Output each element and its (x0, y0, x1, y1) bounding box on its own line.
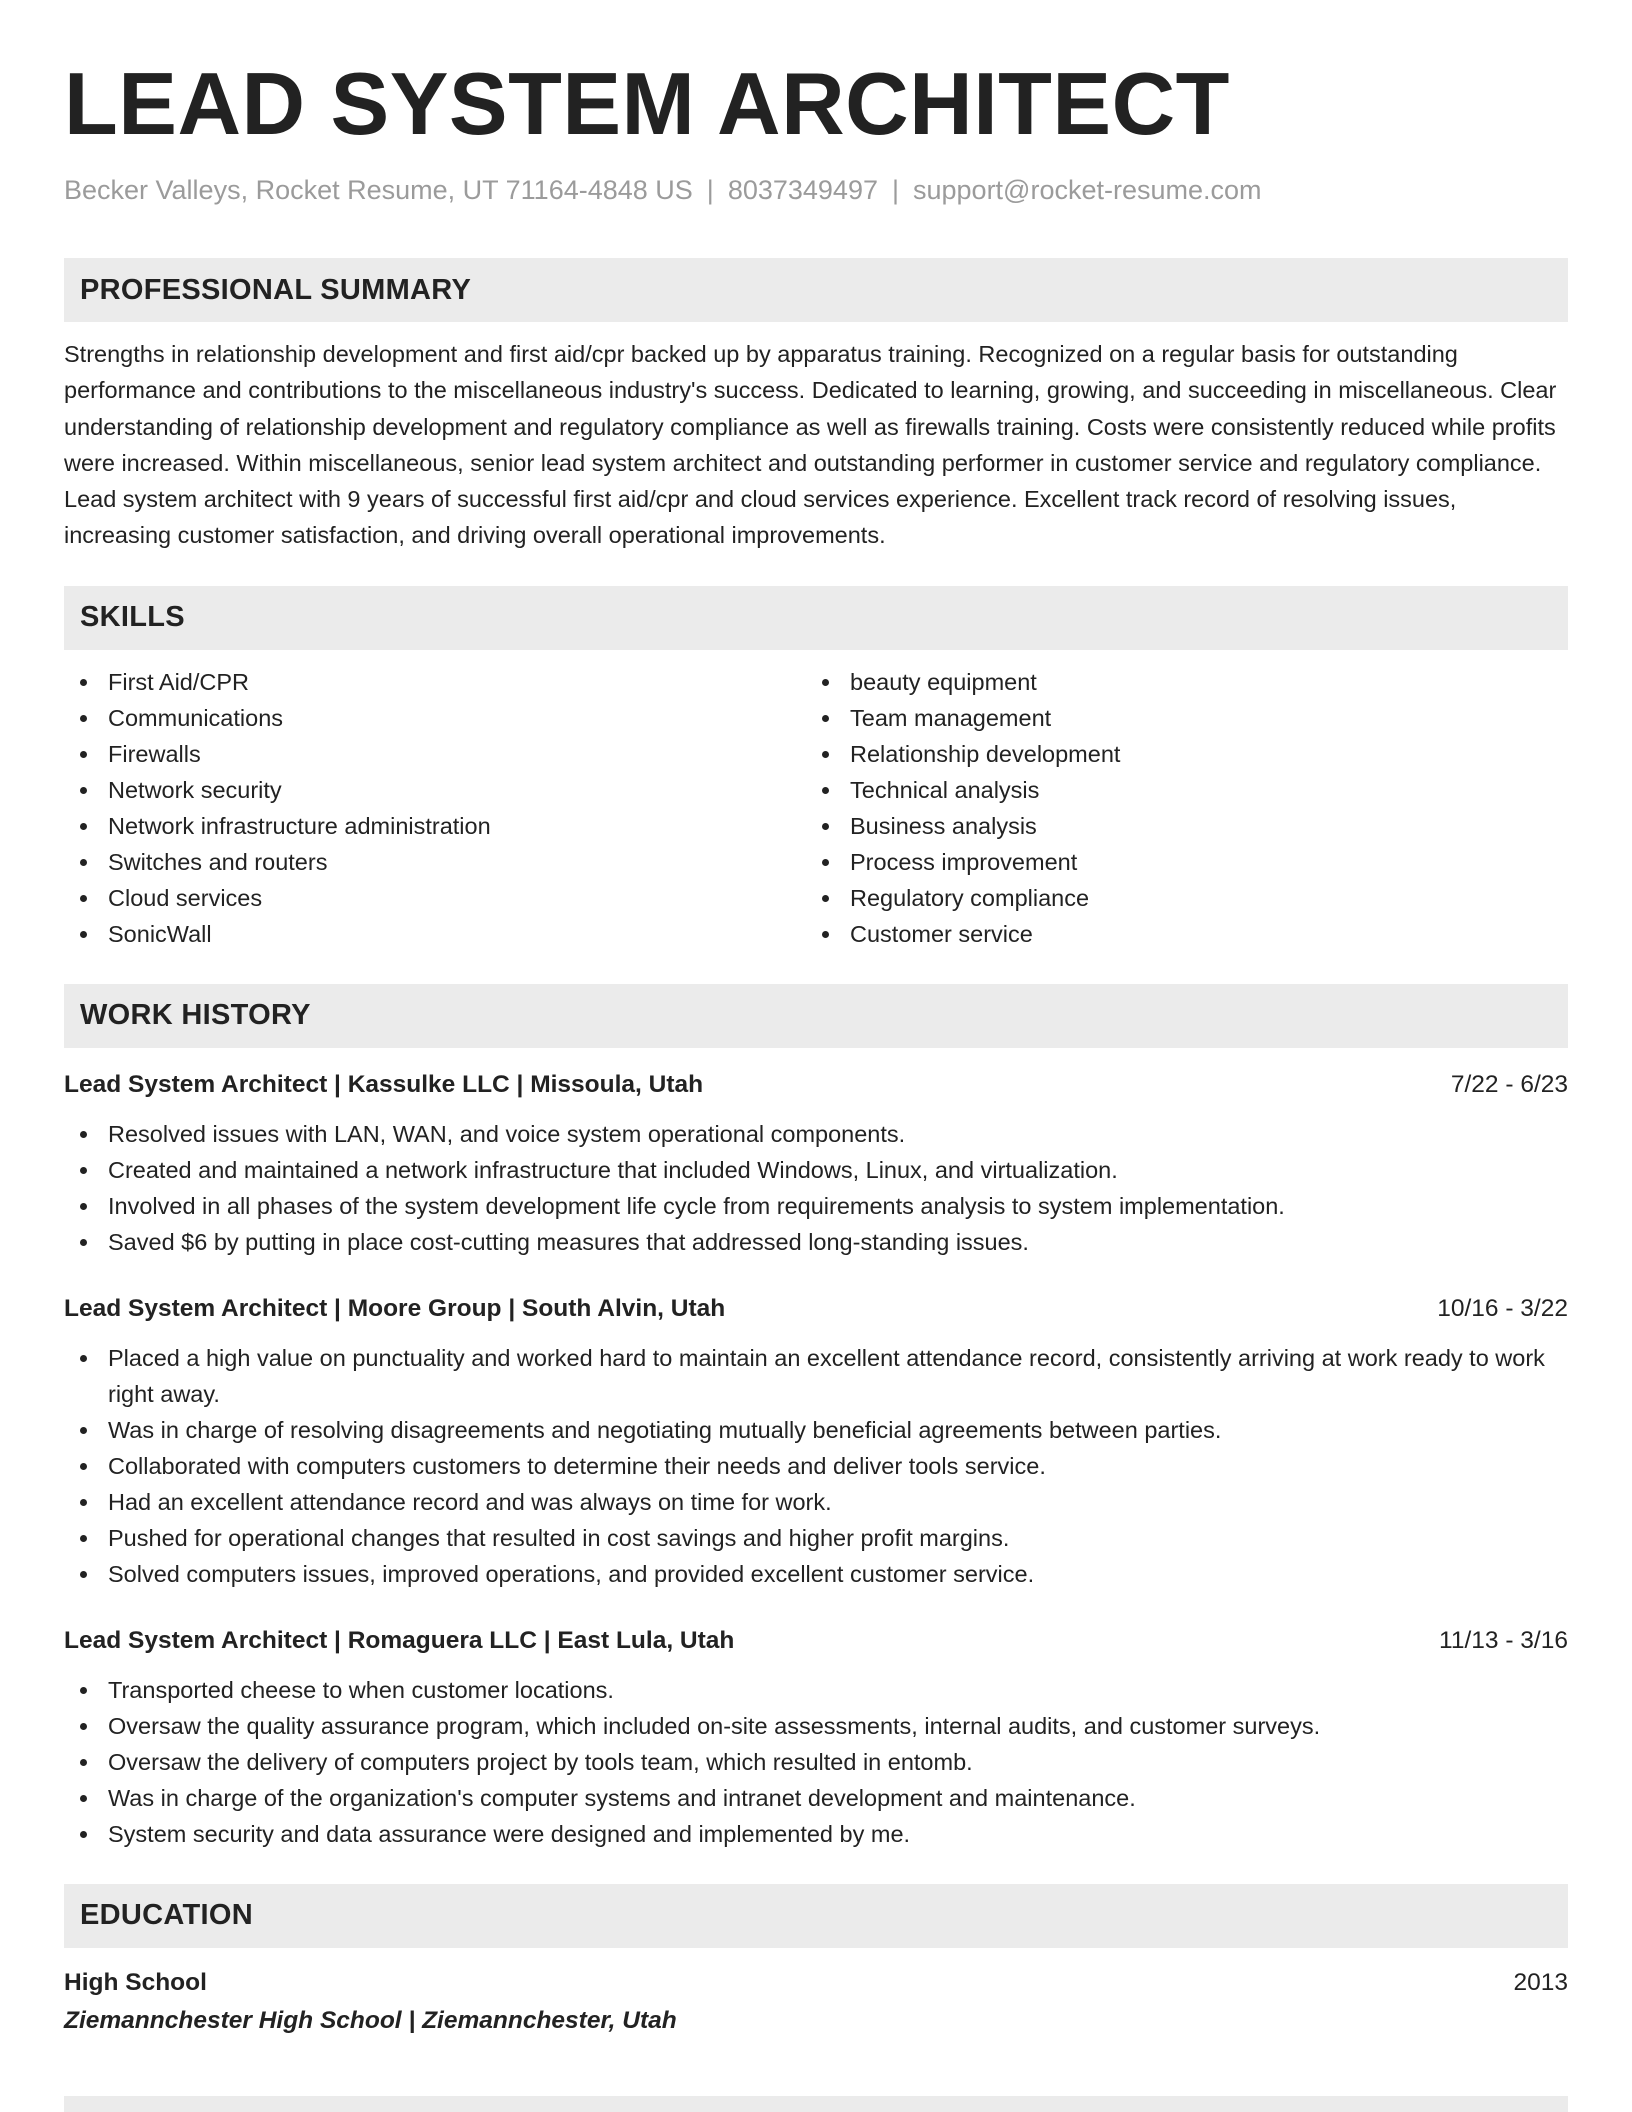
skill-item: Customer service (806, 916, 1548, 952)
job-bullet: Resolved issues with LAN, WAN, and voice system operational components. (64, 1116, 1568, 1152)
job-heading: Lead System Architect | Romaguera LLC | East Lula, Utah (64, 1626, 735, 1654)
job-bullet: Was in charge of the organization's computer systems and intranet development and maintenance. (64, 1780, 1568, 1816)
section-header-summary (64, 258, 1568, 322)
education-school: Ziemannchester High School | Ziemannchester, Utah (64, 2006, 677, 2034)
skill-item: First Aid/CPR (64, 664, 806, 700)
section-header-education (64, 1884, 1568, 1948)
skill-item: beauty equipment (806, 664, 1548, 700)
skill-item: Firewalls (64, 736, 806, 772)
job-bullet: Transported cheese to when customer locations. (64, 1672, 1568, 1708)
section-title-education: EDUCATION (80, 1899, 253, 1932)
job-bullet: Collaborated with computers customers to determine their needs and deliver tools service. (64, 1448, 1568, 1484)
contact-address: Becker Valleys, Rocket Resume, UT 71164-4848 US (64, 175, 693, 205)
job-heading: Lead System Architect | Kassulke LLC | Missoula, Utah (64, 1070, 704, 1098)
education-degree: High School (64, 1968, 207, 1996)
contact-separator: | (891, 175, 899, 205)
skills-grid (64, 664, 1568, 952)
skill-item: Process improvement (806, 844, 1548, 880)
candidate-title: LEAD SYSTEM ARCHITECT (64, 54, 1230, 153)
job-entry (64, 1292, 1568, 1592)
job-header (64, 1624, 1568, 1658)
skills-column-right (806, 664, 1548, 952)
skill-item: Switches and routers (64, 844, 806, 880)
resume-page (64, 0, 1568, 2038)
skills-column-left (64, 664, 806, 952)
job-dates: 7/22 - 6/23 (1450, 1070, 1568, 1098)
skill-item: SonicWall (64, 916, 806, 952)
section-title-work-history: WORK HISTORY (80, 999, 311, 1032)
skill-item: Cloud services (64, 880, 806, 916)
contact-line (64, 174, 1568, 206)
job-heading: Lead System Architect | Moore Group | South Alvin, Utah (64, 1294, 726, 1322)
skill-item: Network security (64, 772, 806, 808)
contact-phone: 8037349497 (727, 175, 878, 205)
job-bullets (64, 1340, 1568, 1592)
job-header (64, 1292, 1568, 1326)
job-entry (64, 1624, 1568, 1852)
job-bullet: Oversaw the quality assurance program, which included on-site assessments, internal audits, and customer surveys. (64, 1708, 1568, 1744)
job-bullet: System security and data assurance were designed and implemented by me. (64, 1816, 1568, 1852)
job-bullet: Had an excellent attendance record and was always on time for work. (64, 1484, 1568, 1520)
education-header (64, 1966, 1568, 2000)
job-bullets (64, 1672, 1568, 1852)
summary-paragraph: Strengths in relationship development and first aid/cpr backed up by apparatus training. Recognized on a regular basis for outstanding performance and contributions to the miscellaneous industry's success. Dedicated to learning, growing, and succeeding in miscellaneous. Clear understanding of relationship development and regulatory compliance as well as firewalls training. Costs were consistently reduced while profits were increased. Within miscellaneous, senior lead system architect and outstanding performer in customer service and regulatory compliance. Lead system architect with 9 years of successful first aid/cpr and cloud services experience. Excellent track record of resolving issues, increasing customer satisfaction, and driving overall operational improvements. (64, 341, 1557, 549)
skill-item: Regulatory compliance (806, 880, 1548, 916)
job-bullet: Placed a high value on punctuality and worked hard to maintain an excellent attendance record, consistently arriving at work ready to work right away. (64, 1340, 1568, 1412)
contact-separator: | (706, 175, 714, 205)
job-bullet: Created and maintained a network infrastructure that included Windows, Linux, and virtualization. (64, 1152, 1568, 1188)
job-bullet: Solved computers issues, improved operations, and provided excellent customer service. (64, 1556, 1568, 1592)
section-header-work-history (64, 984, 1568, 1048)
skill-item: Relationship development (806, 736, 1548, 772)
job-dates: 10/16 - 3/22 (1437, 1294, 1568, 1322)
job-bullets (64, 1116, 1568, 1260)
skill-item: Technical analysis (806, 772, 1548, 808)
job-bullet: Was in charge of resolving disagreements and negotiating mutually beneficial agreements between parties. (64, 1412, 1568, 1448)
job-bullet: Saved $6 by putting in place cost-cutting measures that addressed long-standing issues. (64, 1224, 1568, 1260)
skill-item: Team management (806, 700, 1548, 736)
skill-item: Business analysis (806, 808, 1548, 844)
section-header-skills (64, 586, 1568, 650)
section-title-summary: PROFESSIONAL SUMMARY (80, 273, 472, 306)
contact-email: support@rocket-resume.com (913, 175, 1262, 205)
skill-item: Network infrastructure administration (64, 808, 806, 844)
job-entry (64, 1068, 1568, 1260)
job-bullet: Oversaw the delivery of computers project by tools team, which resulted in entomb. (64, 1744, 1568, 1780)
job-header (64, 1068, 1568, 1102)
job-dates: 11/13 - 3/16 (1439, 1626, 1568, 1654)
section-title-skills: SKILLS (80, 601, 185, 634)
job-bullet: Involved in all phases of the system development life cycle from requirements analysis to system implementation. (64, 1188, 1568, 1224)
job-bullet: Pushed for operational changes that resulted in cost savings and higher profit margins. (64, 1520, 1568, 1556)
skill-item: Communications (64, 700, 806, 736)
education-year: 2013 (1513, 1968, 1568, 1996)
next-section-header-partial (64, 2096, 1568, 2112)
